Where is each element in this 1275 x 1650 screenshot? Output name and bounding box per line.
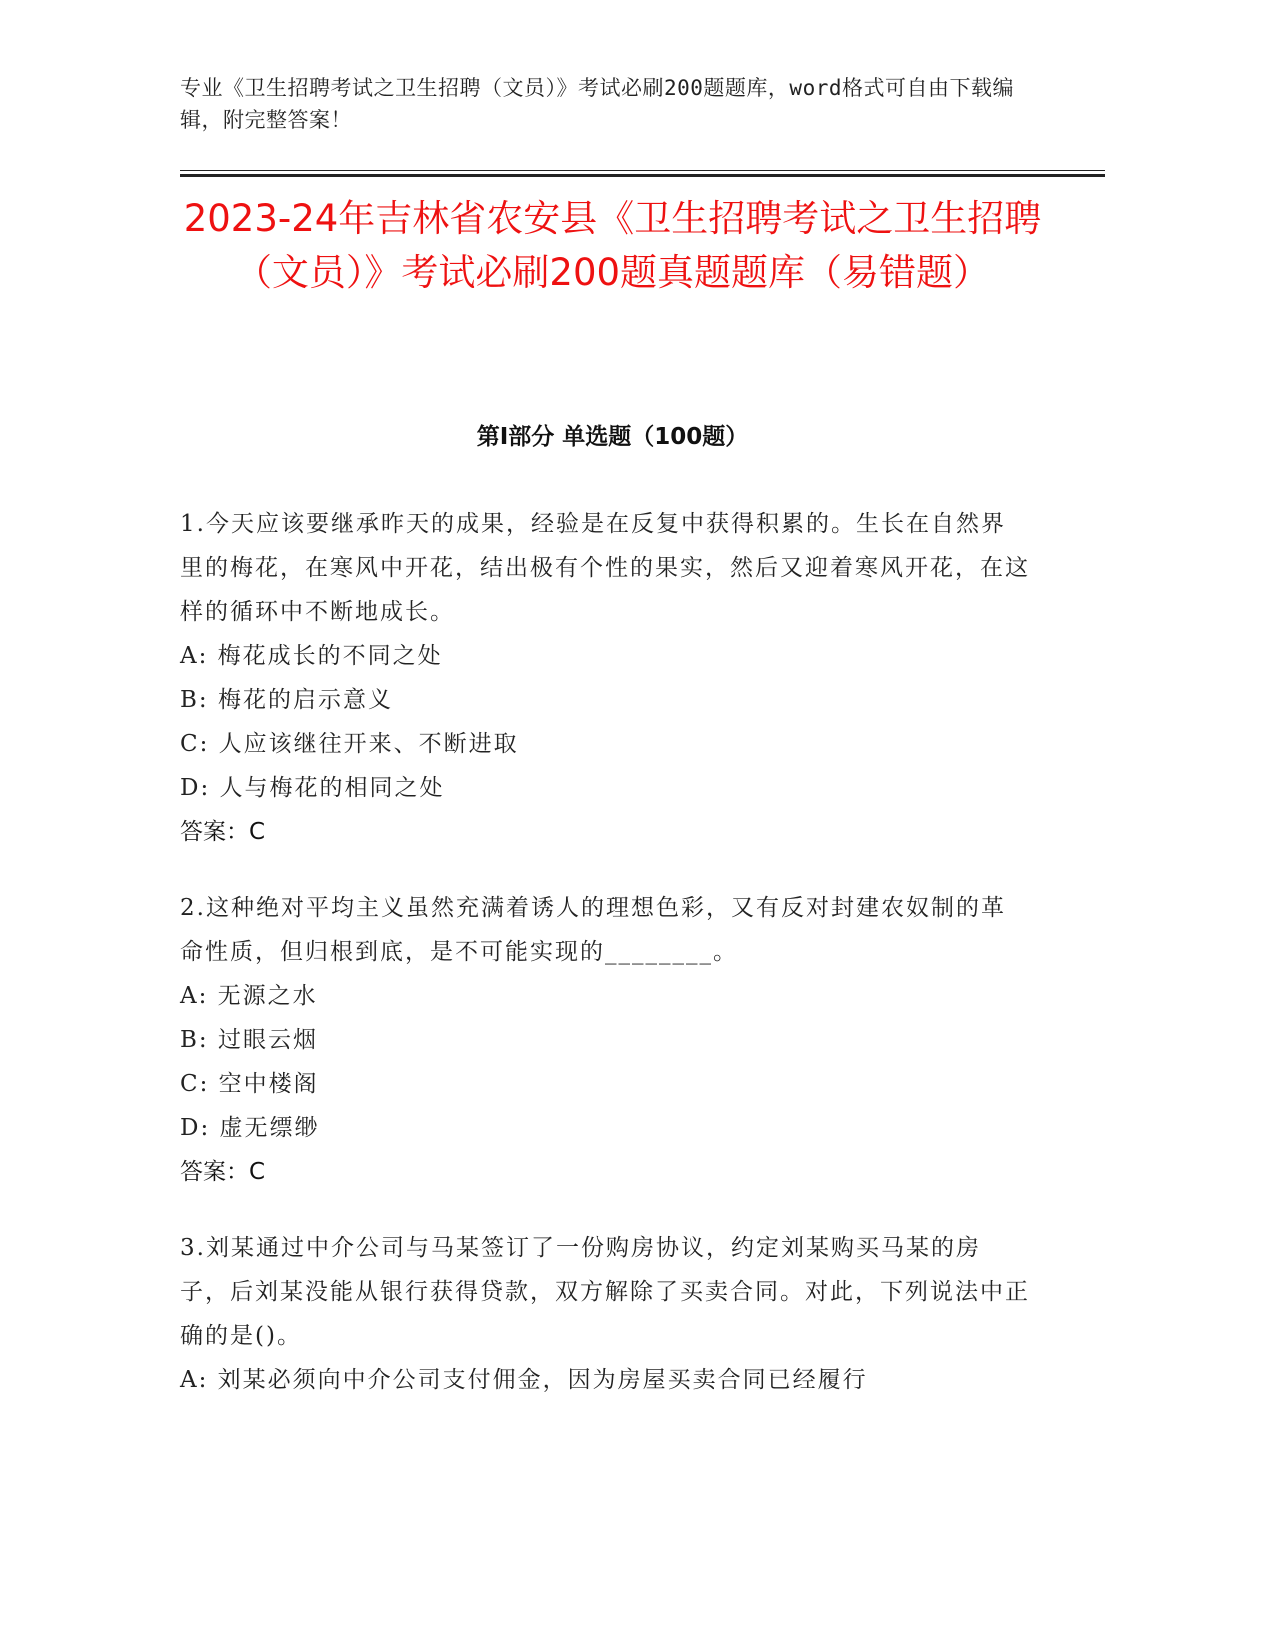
- question-option: A: 刘某必须向中介公司支付佣金，因为房屋买卖合同已经履行: [180, 1367, 868, 1393]
- question-option: B: 梅花的启示意义: [180, 687, 393, 713]
- question-option: D: 人与梅花的相同之处: [180, 775, 445, 801]
- document-title: 2023-24年吉林省农安县《卫生招聘考试之卫生招聘（文员）》考试必刷200题真题题库（易错题）: [183, 197, 1042, 294]
- question-option: B: 过眼云烟: [180, 1027, 318, 1053]
- question-item: [180, 1226, 1030, 1402]
- question-option: A: 梅花成长的不同之处: [180, 643, 443, 669]
- question-list: [180, 502, 1030, 1434]
- question-text: 1.今天应该要继承昨天的成果，经验是在反复中获得积累的。生长在自然界里的梅花，在寒风中开花，结出极有个性的果实，然后又迎着寒风开花，在这样的循环中不断地成长。: [180, 511, 1030, 625]
- question-text: 3.刘某通过中介公司与马某签订了一份购房协议，约定刘某购买马某的房子，后刘某没能从银行获得贷款，双方解除了买卖合同。对此，下列说法中正确的是()。: [180, 1235, 1030, 1349]
- question-item: [180, 886, 1030, 1194]
- header-divider-thick: [180, 174, 1105, 177]
- question-answer: 答案：C: [180, 819, 266, 845]
- question-option: A: 无源之水: [180, 983, 318, 1009]
- header-note: 专业《卫生招聘考试之卫生招聘（文员）》考试必刷200题题库，word格式可自由下载编辑，附完整答案！: [180, 76, 1014, 132]
- header-divider-thin: [180, 170, 1105, 171]
- section-title: 第Ⅰ部分 单选题（100题）: [476, 424, 749, 450]
- question-option: C: 空中楼阁: [180, 1071, 319, 1097]
- question-option: D: 虚无缥缈: [180, 1115, 320, 1141]
- question-text: 2.这种绝对平均主义虽然充满着诱人的理想色彩，又有反对封建农奴制的革命性质，但归根到底，是不可能实现的________。: [180, 895, 1006, 965]
- question-option: C: 人应该继往开来、不断进取: [180, 731, 519, 757]
- question-answer: 答案：C: [180, 1159, 266, 1185]
- question-item: [180, 502, 1030, 854]
